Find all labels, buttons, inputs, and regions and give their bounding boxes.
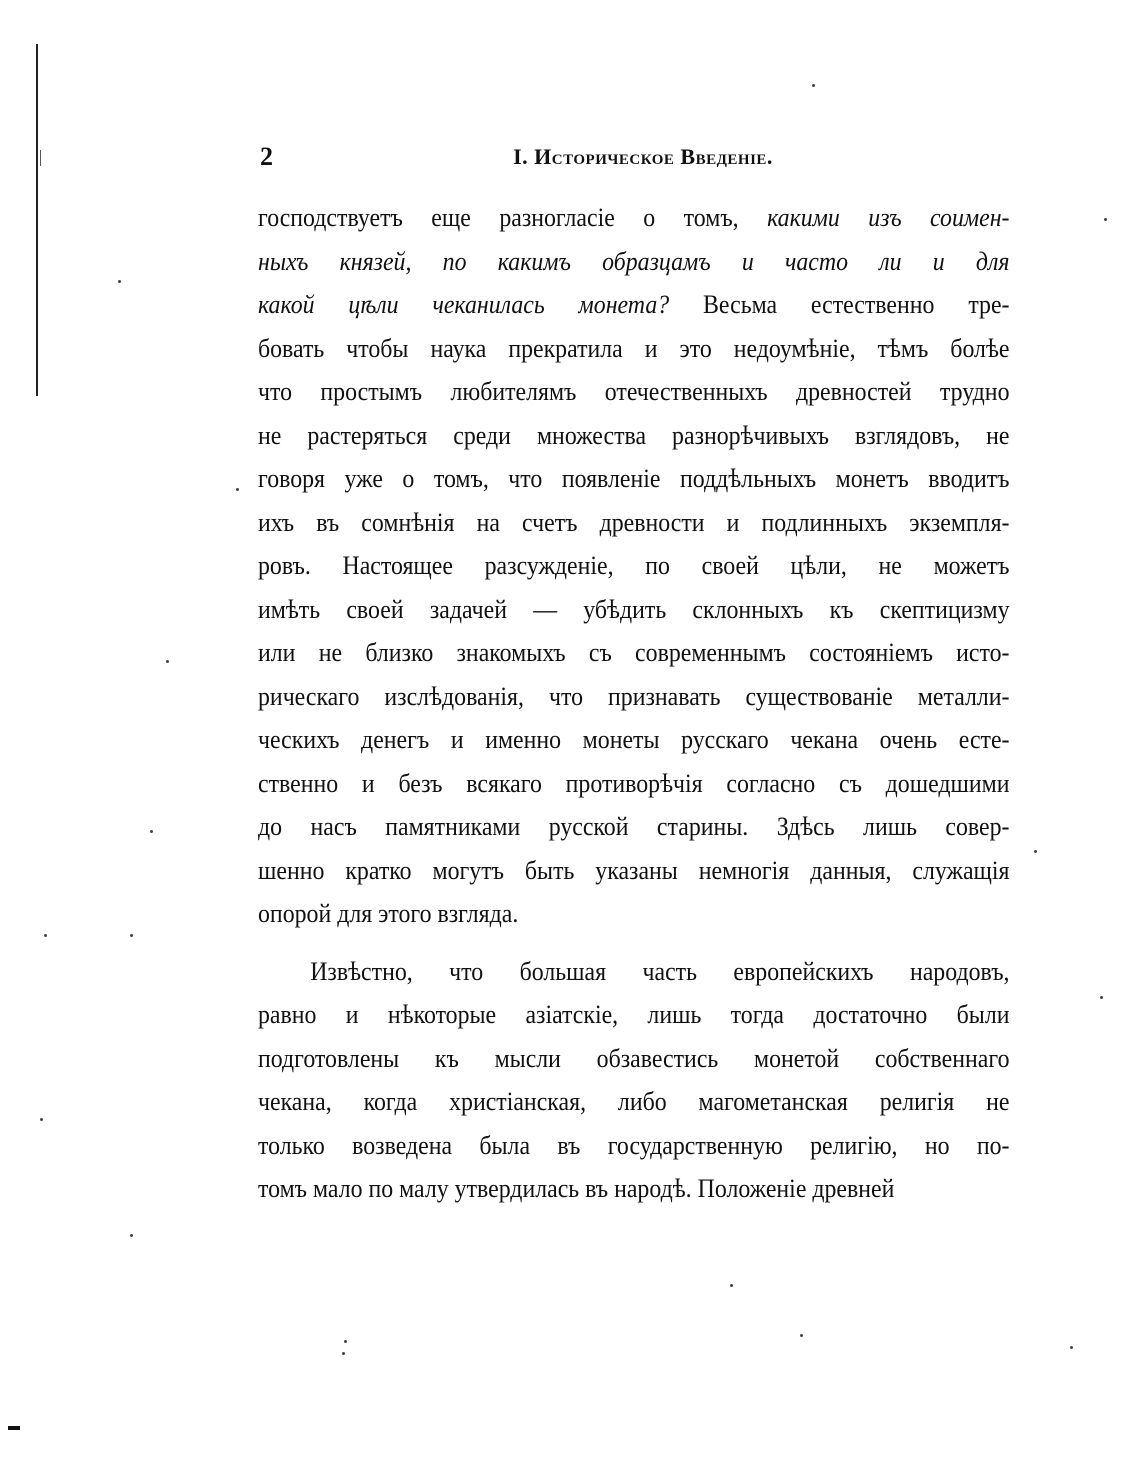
paragraph [258, 950, 1010, 1211]
text-run: равно и нѣкоторые азіатскіе, лишь тогда достаточно были [258, 999, 1010, 1029]
running-title: I. Историческое Введеніе. [513, 144, 773, 169]
scan-speck [150, 830, 153, 833]
text-run: господствуетъ еще разногласіе о томъ, [258, 202, 768, 232]
text-run: бовать чтобы наука прекратила и это недоумѣніе, тѣмъ болѣе [258, 332, 1010, 363]
text-line [258, 1167, 1010, 1211]
scan-ink-mark [8, 1426, 20, 1430]
scan-speck [130, 934, 133, 937]
scan-speck [812, 84, 815, 87]
text-run: чекана, когда христіанская, либо магометанская религія не [258, 1086, 1010, 1116]
body-text [258, 196, 1010, 1211]
text-line [258, 762, 1010, 806]
text-run: что простымъ любителямъ отечественныхъ древностей трудно [258, 376, 1010, 406]
text-line [258, 1080, 1010, 1124]
text-line [258, 1124, 1010, 1168]
italic-text: какими изъ соимен- [767, 202, 1010, 232]
text-run: до насъ памятниками русской старины. Здѣсь лишь совер- [258, 811, 1010, 841]
text-line [258, 370, 1010, 414]
text-run: шенно кратко могутъ быть указаны немногія данныя, служащія [258, 854, 1010, 885]
text-run: томъ мало по малу утвердилась въ народѣ. Положеніе древней [258, 1173, 895, 1203]
page-header [258, 142, 1008, 178]
text-run: имѣть своей задачей — убѣдить склонныхъ къ скептицизму [258, 593, 1010, 624]
text-line [258, 196, 1010, 240]
paragraph [258, 196, 1010, 936]
text-line [258, 805, 1010, 849]
text-run: рическаго изслѣдованія, что признавать существованіе металли- [258, 680, 1010, 711]
text-run: ческихъ денегъ и именно монеты русскаго чекана очень есте- [258, 724, 1010, 754]
italic-text: какой цѣли чеканилась монета? [258, 289, 670, 319]
text-run: опорой для этого взгляда. [258, 898, 519, 928]
text-line [258, 631, 1010, 675]
scan-speck [344, 1340, 347, 1343]
scan-speck [1104, 218, 1107, 221]
scan-speck [236, 488, 239, 491]
text-line [258, 950, 1010, 994]
scan-speck [800, 1334, 803, 1337]
text-run: ихъ въ сомнѣнія на счетъ древности и подлинныхъ экземпля- [258, 506, 1010, 537]
scan-speck [1100, 996, 1103, 999]
text-line [258, 718, 1010, 762]
scan-edge-tick [40, 150, 41, 166]
text-line [258, 993, 1010, 1037]
scan-edge-line [36, 44, 38, 396]
text-line [258, 892, 1010, 936]
text-run: или не близко знакомыхъ съ современнымъ состояніемъ исто- [258, 637, 1010, 667]
text-run: Извѣстно, что большая часть европейскихъ народовъ, [310, 955, 1010, 986]
scan-speck [730, 1284, 733, 1287]
text-line [258, 457, 1010, 501]
text-line [258, 501, 1010, 545]
text-run: только возведена была въ государственную религію, но по- [258, 1129, 1010, 1160]
scan-speck [44, 934, 47, 937]
paragraph-gap [258, 936, 1010, 950]
scan-speck [118, 280, 121, 283]
text-line [258, 849, 1010, 893]
italic-text: ныхъ князей, по какимъ образцамъ и часто ли и для [258, 245, 1010, 276]
scan-speck [342, 1352, 345, 1355]
scan-speck [1034, 850, 1037, 853]
text-run: ровъ. Настоящее разсужденіе, по своей цѣли, не можетъ [258, 550, 1010, 580]
text-line [258, 588, 1010, 632]
text-line [258, 1037, 1010, 1081]
text-run: не растеряться среди множества разнорѣчивыхъ взглядовъ, не [258, 419, 1010, 450]
text-line [258, 240, 1010, 284]
text-line [258, 327, 1010, 371]
text-line [258, 414, 1010, 458]
text-run: Весьма естественно тре- [669, 289, 1010, 319]
text-line [258, 675, 1010, 719]
text-line [258, 283, 1010, 327]
text-run: ственно и безъ всякаго противорѣчія согласно съ дошедшими [258, 767, 1010, 798]
text-run: говоря уже о томъ, что появленіе поддѣльныхъ монетъ вводитъ [258, 463, 1010, 493]
scan-speck [1070, 1346, 1073, 1349]
scan-speck [40, 1118, 43, 1121]
text-run: подготовлены къ мысли обзавестись монетой собственнаго [258, 1042, 1010, 1073]
page-number: 2 [260, 142, 273, 171]
scan-speck [130, 1234, 133, 1237]
text-line [258, 544, 1010, 588]
scan-speck [166, 660, 169, 663]
